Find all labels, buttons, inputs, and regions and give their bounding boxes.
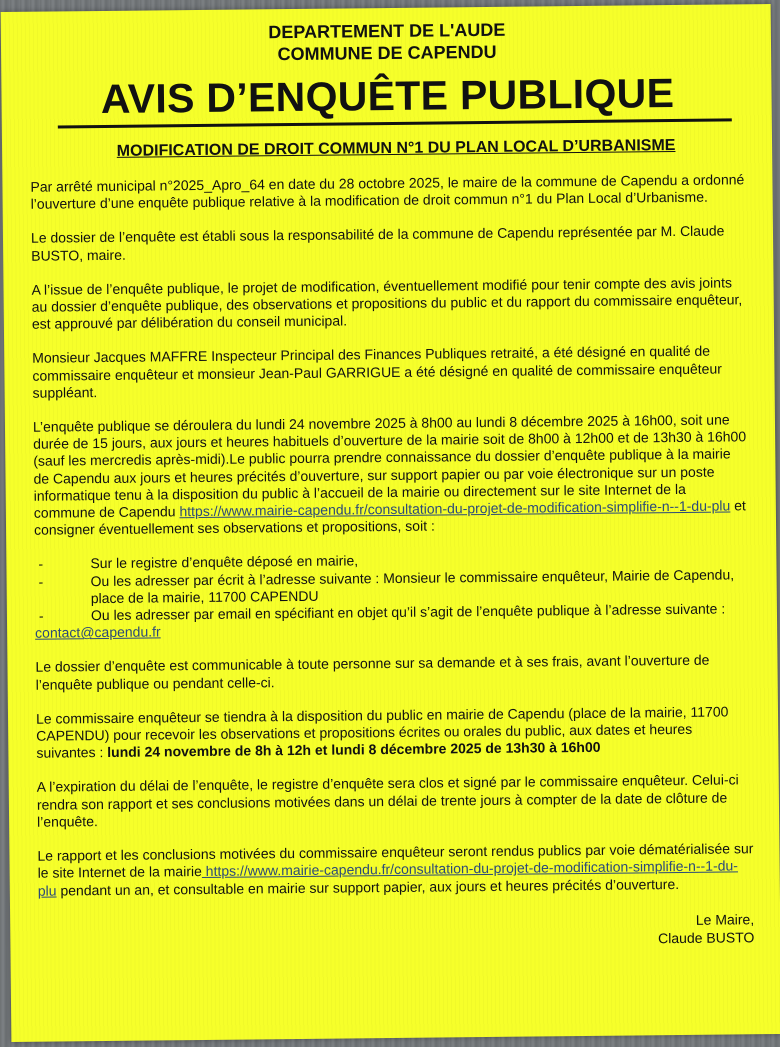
signature-name: Claude BUSTO (658, 928, 755, 946)
report-link[interactable]: https://www.mairie-capendu.fr/consultation-du-projet-de-modification-simplifie-n--1-du-plu (37, 857, 739, 899)
paragraph-closure: A l’expiration du délai de l’enquête, le registre d’enquête sera clos et signé par le commissaire enquêteur. Celui-ci rendra son rapport et ses conclusions motivées dans un délai de trente jours à compter de la date de clôture de l’enquête. (36, 771, 739, 830)
schedule-after-text: et consigner éventuellement ses observations et propositions, soit : (33, 497, 746, 538)
paragraph-report: Le rapport et les conclusions motivées du commissaire enquêteur seront rendus publics par voie dématérialisée sur le site Internet de la mairie https://www.mairie-capendu.fr/consultation-du-projet-de-modification-simplifie-n--1-du-plu pendant un an, et consultable en mairie sur support papier, aux jours et heures précités d’ouverture. (37, 840, 754, 899)
list-item: - Ou les adresser par écrit à l’adresse suivante : Monsieur le commissaire enquêteur, Mairie de Capendu, place de la mairie, 11700 CAPENDU (38, 566, 735, 607)
notice-poster (1, 4, 780, 1042)
list-dash: - (38, 556, 44, 573)
paragraph-permanences: Le commissaire enquêteur se tiendra à la disposition du public en mairie de Capendu (place de la mairie, 11700 CAPENDU) pour recevoir les observations et propositions écrites ou orales du public, aux dates et heures suivantes : lundi 24 novembre de 8h à 12h et lundi 8 décembre 2025 de 13h30 à 16h00 (35, 703, 729, 762)
list-dash: - (38, 573, 44, 590)
paragraph-responsibility: Le dossier de l’enquête est établi sous la responsabilité de la commune de Capendu représentée par M. Claude BUSTO, maire. (30, 222, 725, 264)
submission-options-list (34, 549, 751, 643)
consultation-link[interactable]: https://www.mairie-capendu.fr/consultation-du-projet-de-modification-simplifie-n--1-du-plu (179, 497, 731, 520)
notice-title: AVIS D’ENQUÊTE PUBLIQUE (100, 70, 675, 123)
schedule-text: L’enquête publique se déroulera du lundi 24 novembre 2025 à 8h00 au lundi 8 décembre 2025 à 16h00, soit une durée de 15 jours, aux jours et heures habituels d’ouverture de la mairie soit de 8h00 à 12h00 et de 13h30 à 16h00 (sauf les mercredis après-midi).Le public pourra prendre connaissance du dossier d’enquête publique à la mairie de Capendu aux jours et heures précités d’ouverture, sur support papier ou par voie électronique sur un poste informatique tenu à la disposition du public à l’accueil de la mairie ou directement sur le site Internet de la commune de Capendu (32, 411, 747, 521)
paragraph-order: Par arrêté municipal n°2025_Apro_64 en date du 28 octobre 2025, le maire de la commune de Capendu a ordonné l’ouverture d’une enquête publique relative à la modification de droit commun n°1 du Plan Local d’Urbanisme. (30, 171, 745, 212)
list-item: - Ou les adresser par email en spécifiant en objet qu’il s’agit de l’enquête publique à l’adresse suivante : (38, 600, 726, 624)
list-dash: - (38, 607, 44, 624)
notice-body (30, 171, 754, 899)
list-item: - Sur le registre d’enquête déposé en mairie, (38, 552, 359, 573)
commune-heading: COMMUNE DE CAPENDU (277, 41, 497, 65)
email-link[interactable]: contact@capendu.fr (35, 623, 161, 641)
paragraph-approval: A l’issue de l’enquête publique, le projet de modification, éventuellement modifié pour tenir compte des avis joints au dossier d’enquête publique, des observations et propositions du public et du rapport du commissaire enquêteur, est approuvé par délibération du conseil municipal. (31, 274, 743, 332)
signature-title: Le Maire, (695, 910, 755, 928)
signature-block (38, 910, 754, 953)
paragraph-dossier-access: Le dossier d’enquête est communicable à toute personne sur sa demande et à ses frais, avant l’ouverture de l’enquête publique ou pendant celle-ci. (35, 652, 710, 693)
paragraph-schedule (33, 411, 750, 539)
notice-subtitle: MODIFICATION DE DROIT COMMUN N°1 DU PLAN LOCAL D’URBANISME (116, 137, 676, 160)
notice-content (1, 4, 780, 954)
department-heading: DEPARTEMENT DE L'AUDE (268, 19, 506, 43)
permanence-dates: lundi 24 novembre de 8h à 12h et lundi 8 décembre 2025 de 13h30 à 16h00 (107, 739, 601, 761)
paragraph-commissioner: Monsieur Jacques MAFFRE Inspecteur Principal des Finances Publiques retraité, a été désigné en qualité de commissaire enquêteur et monsieur Jean-Paul GARRIGUE a été désigné en qualité de commissaire enquêteur suppléant. (32, 343, 722, 401)
